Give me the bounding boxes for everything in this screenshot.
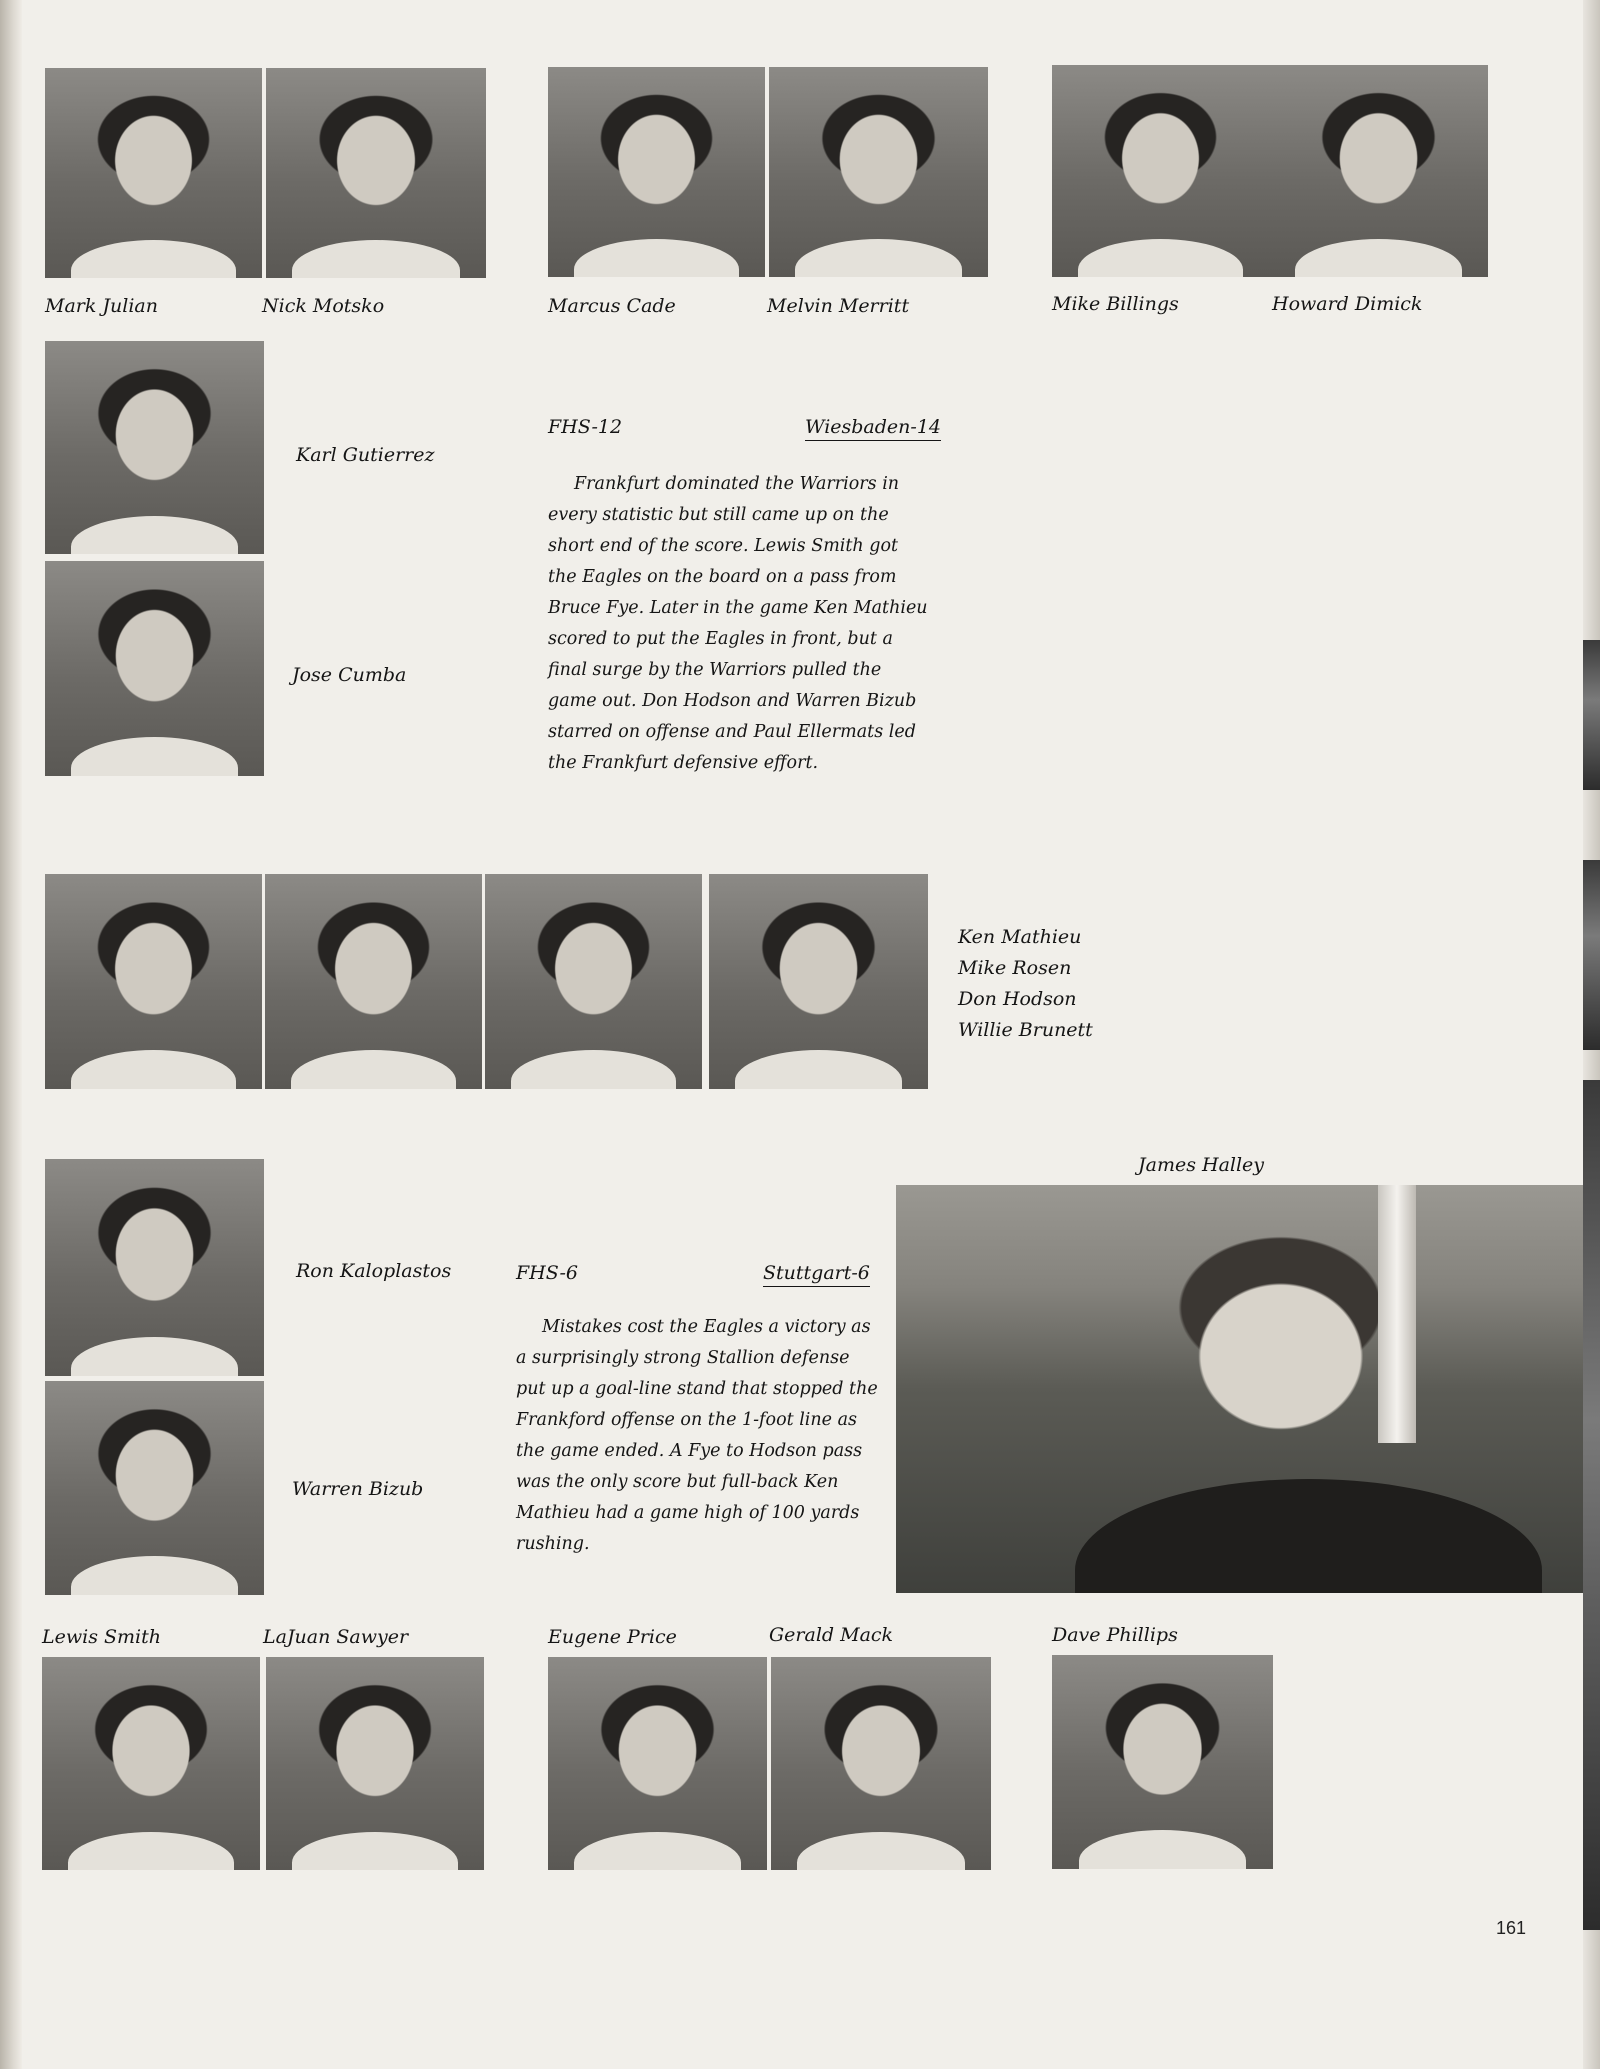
portrait-ken-mathieu: [45, 874, 262, 1089]
caption-name: James Halley: [1138, 1154, 1265, 1176]
portrait-karl-gutierrez: [45, 341, 264, 554]
portrait-ron-kaloplastos: [45, 1159, 264, 1376]
goal-post: [1378, 1185, 1416, 1443]
portrait-james-halley: [896, 1185, 1583, 1593]
portrait-gerald-mack: [771, 1657, 991, 1870]
portrait-marcus-cade: [548, 67, 765, 277]
portrait-nick-motsko: [266, 68, 486, 278]
portrait-mike-billings: [1052, 65, 1269, 277]
game-story: Mistakes cost the Eagles a victory as a surprisingly strong Stallion defense put up a goal-line stand that stopped the Frankford offense on the 1-foot line as the game ended. A Fye to Hodson pass was the only score but full-back Ken Mathieu had a game high of 100 yards rushing.: [516, 1317, 878, 1554]
game-story: Frankfurt dominated the Warriors in every statistic but still came up on the short end of the score. Lewis Smith got the Eagles on the board on a pass from Bruce Fye. Later in the game Ken Mathieu scored to put the Eagles in front, but a final surge by the Warriors pulled the game out. Don Hodson and Warren Bizub starred on offense and Paul Ellermats led the Frankfurt defensive effort.: [548, 474, 928, 773]
page-number: 161: [1496, 1918, 1527, 1938]
portrait-don-hodson: [485, 874, 702, 1089]
next-page-edge-photo: [1583, 1080, 1600, 1930]
portrait-howard-dimick: [1269, 65, 1488, 277]
caption-name: Mike Rosen: [958, 957, 1072, 979]
caption-name: Lewis Smith: [42, 1626, 161, 1648]
caption-name: Willie Brunett: [958, 1019, 1093, 1041]
caption-name: Ron Kaloplastos: [296, 1260, 452, 1282]
portrait-dave-phillips: [1052, 1655, 1273, 1869]
caption-name: Warren Bizub: [292, 1478, 424, 1500]
caption-name: Karl Gutierrez: [296, 444, 435, 466]
next-page-edge-photo: [1583, 640, 1600, 790]
portrait-melvin-merritt: [769, 67, 988, 277]
portrait-mark-julian: [45, 68, 262, 278]
home-score: FHS-6: [516, 1262, 578, 1284]
away-score: Stuttgart-6: [763, 1264, 870, 1287]
caption-name: Marcus Cade: [548, 295, 676, 317]
portrait-eugene-price: [548, 1657, 767, 1870]
portrait-warren-bizub: [45, 1381, 264, 1595]
caption-name: Mark Julian: [45, 295, 158, 317]
caption-name: Gerald Mack: [769, 1624, 894, 1646]
portrait-lewis-smith: [42, 1657, 260, 1870]
caption-name: Don Hodson: [958, 988, 1077, 1010]
portrait-mike-rosen: [265, 874, 482, 1089]
caption-name: Mike Billings: [1052, 293, 1179, 315]
caption-name: LaJuan Sawyer: [263, 1626, 409, 1648]
portrait-lajuan-sawyer: [266, 1657, 484, 1870]
caption-name: Eugene Price: [548, 1626, 677, 1648]
portrait-willie-brunett: [709, 874, 928, 1089]
caption-name: Ken Mathieu: [958, 926, 1082, 948]
caption-name: Melvin Merritt: [767, 295, 910, 317]
caption-name: Nick Motsko: [262, 295, 385, 317]
book-gutter: [0, 0, 22, 2069]
caption-name: Howard Dimick: [1272, 293, 1423, 315]
away-score: Wiesbaden-14: [805, 418, 941, 441]
next-page-edge-photo: [1583, 860, 1600, 1050]
caption-name: Dave Phillips: [1052, 1624, 1178, 1646]
middle-row-names: [958, 928, 1093, 1052]
portrait-jose-cumba: [45, 561, 264, 776]
home-score: FHS-12: [548, 416, 623, 438]
caption-name: Jose Cumba: [292, 664, 407, 686]
